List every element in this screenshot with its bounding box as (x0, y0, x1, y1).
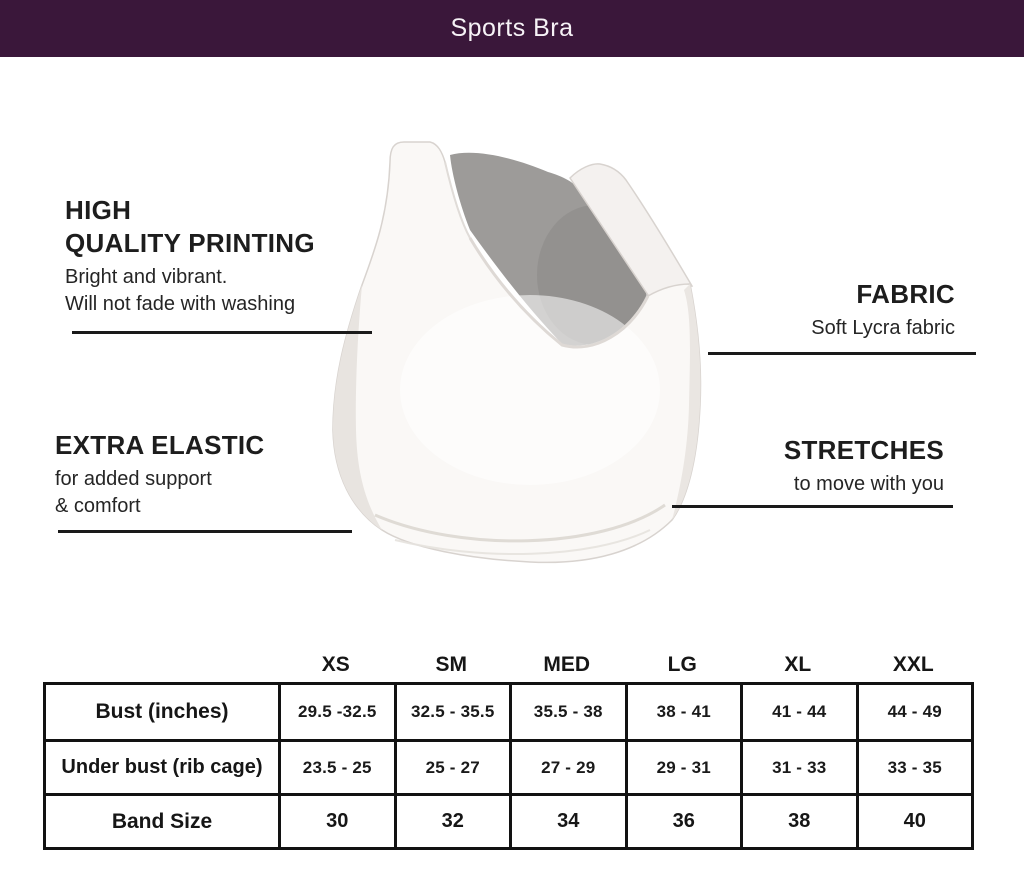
band-value-lg: 36 (625, 793, 741, 847)
underbust-value-xxl: 33 - 35 (856, 739, 972, 793)
header-bar (0, 0, 1024, 57)
callout-stretches-title: STRETCHES (783, 435, 944, 465)
size-chart (43, 648, 974, 850)
callout-printing-title: HIGH QUALITY PRINTING (65, 195, 315, 258)
underbust-value-lg: 29 - 31 (625, 739, 741, 793)
underbust-value-xl: 31 - 33 (740, 739, 856, 793)
underbust-value-sm: 25 - 27 (394, 739, 510, 793)
size-chart-header-row (46, 648, 971, 682)
callout-elastic-desc: for added support & comfort (55, 468, 212, 517)
row-label-band: Band Size (46, 793, 278, 847)
bust-value-lg: 38 - 41 (625, 685, 741, 739)
row-label-bust: Bust (inches) (95, 700, 229, 723)
callout-printing-desc: Bright and vibrant. Will not fade with washing (65, 266, 296, 315)
band-value-med: 34 (509, 793, 625, 847)
size-col-header-xl: XL (784, 653, 812, 676)
bust-value-xs: 29.5 -32.5 (278, 685, 394, 739)
bust-value-xxl: 44 - 49 (856, 685, 972, 739)
band-value-xxl: 40 (856, 793, 972, 847)
callout-printing (65, 194, 385, 318)
row-label-underbust: Under bust (rib cage) (46, 739, 278, 793)
size-col-header-lg: LG (667, 653, 697, 676)
underbust-value-med: 27 - 29 (509, 739, 625, 793)
callout-stretches-desc: to move with you (793, 473, 944, 495)
bust-value-med: 35.5 - 38 (509, 685, 625, 739)
callout-fabric (655, 278, 955, 342)
band-value-xs: 30 (278, 793, 394, 847)
callout-fabric-title: FABRIC (856, 279, 955, 309)
bust-value-sm: 32.5 - 35.5 (394, 685, 510, 739)
band-value-sm: 32 (394, 793, 510, 847)
product-image (300, 100, 740, 600)
callout-fabric-desc: Soft Lycra fabric (811, 317, 955, 339)
size-col-header-xxl: XXL (892, 653, 934, 676)
band-value-xl: 38 (740, 793, 856, 847)
callout-elastic (55, 429, 355, 520)
callout-stretches (624, 434, 944, 498)
size-chart-table (43, 682, 974, 850)
page-title: Sports Bra (450, 14, 574, 42)
size-col-header-sm: SM (435, 653, 467, 676)
size-col-header-xs: XS (321, 653, 350, 676)
bust-value-xl: 41 - 44 (740, 685, 856, 739)
callout-fabric-line (708, 352, 976, 355)
callout-elastic-title: EXTRA ELASTIC (55, 430, 265, 460)
callout-elastic-line (58, 530, 352, 533)
sports-bra-illustration (300, 100, 740, 600)
size-col-header-med: MED (543, 653, 591, 676)
callout-printing-line (72, 331, 372, 334)
callout-stretches-line (672, 505, 953, 508)
underbust-value-xs: 23.5 - 25 (278, 739, 394, 793)
